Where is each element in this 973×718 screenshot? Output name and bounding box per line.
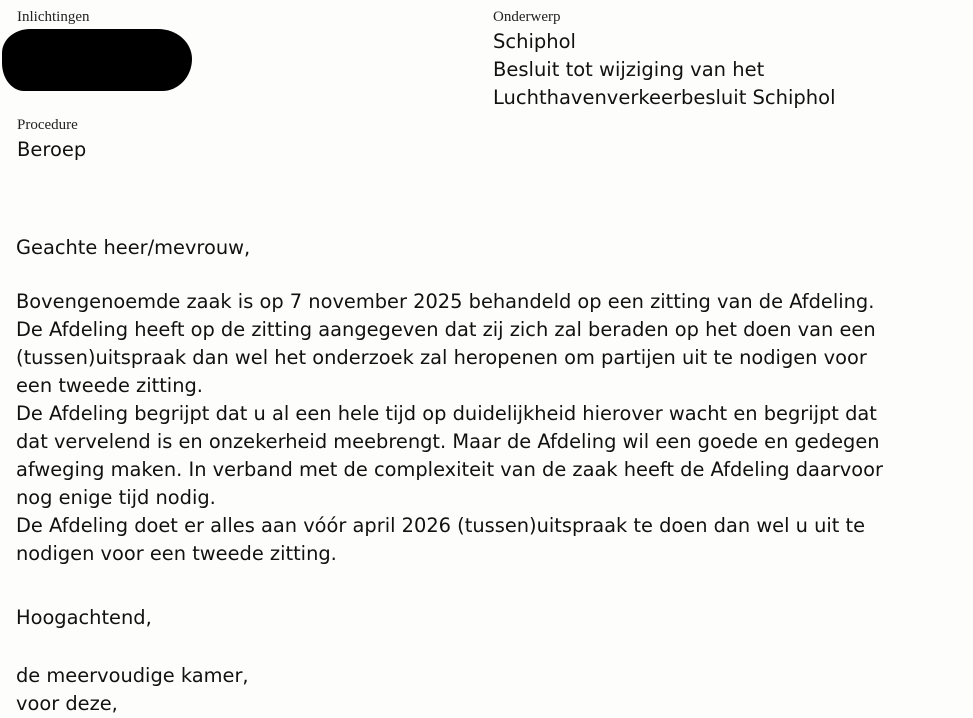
procedure-label: Procedure [17, 117, 78, 133]
redaction-mark-edge [18, 33, 22, 49]
body-line: een tweede zitting. [16, 374, 203, 397]
onderwerp-line: Besluit tot wijziging van het [493, 58, 765, 81]
signature-line: voor deze, [16, 692, 118, 715]
body-line: nodigen voor een tweede zitting. [16, 542, 337, 565]
inlichtingen-label: Inlichtingen [17, 9, 90, 25]
body-line: Bovengenoemde zaak is op 7 november 2025 behandeld op een zitting van de Afdeling. [16, 290, 875, 313]
body-line: (tussen)uitspraak dan wel het onderzoek zal heropenen om partijen uit te nodigen voor [16, 346, 867, 369]
onderwerp-line: Schiphol [493, 30, 576, 53]
body-line: afweging maken. In verband met de complexiteit van de zaak heeft de Afdeling daarvoor [16, 458, 883, 481]
body-line: De Afdeling begrijpt dat u al een hele tijd op duidelijkheid hierover wacht en begrijpt dat [16, 402, 877, 425]
body-line: dat vervelend is en onzekerheid meebrengt. Maar de Afdeling wil een goede en gedegen [16, 430, 880, 453]
body-line: De Afdeling heeft op de zitting aangegeven dat zij zich zal beraden op het doen van een [16, 318, 876, 341]
salutation-text: Geachte heer/mevrouw, [16, 236, 251, 259]
signature-block [16, 662, 966, 718]
redaction-mark [2, 29, 192, 91]
onderwerp-label: Onderwerp [493, 9, 561, 25]
closing-text: Hoogachtend, [16, 606, 152, 629]
closing [16, 604, 966, 632]
signature-line: de meervoudige kamer, [16, 664, 249, 687]
onderwerp-line: Luchthavenverkeerbesluit Schiphol [493, 86, 836, 109]
procedure-value: Beroep [17, 138, 87, 161]
letter-body [16, 288, 966, 568]
salutation [16, 234, 966, 262]
body-line: nog enige tijd nodig. [16, 486, 216, 509]
body-line: De Afdeling doet er alles aan vóór april 2026 (tussen)uitspraak te doen dan wel u uit te [16, 514, 866, 537]
